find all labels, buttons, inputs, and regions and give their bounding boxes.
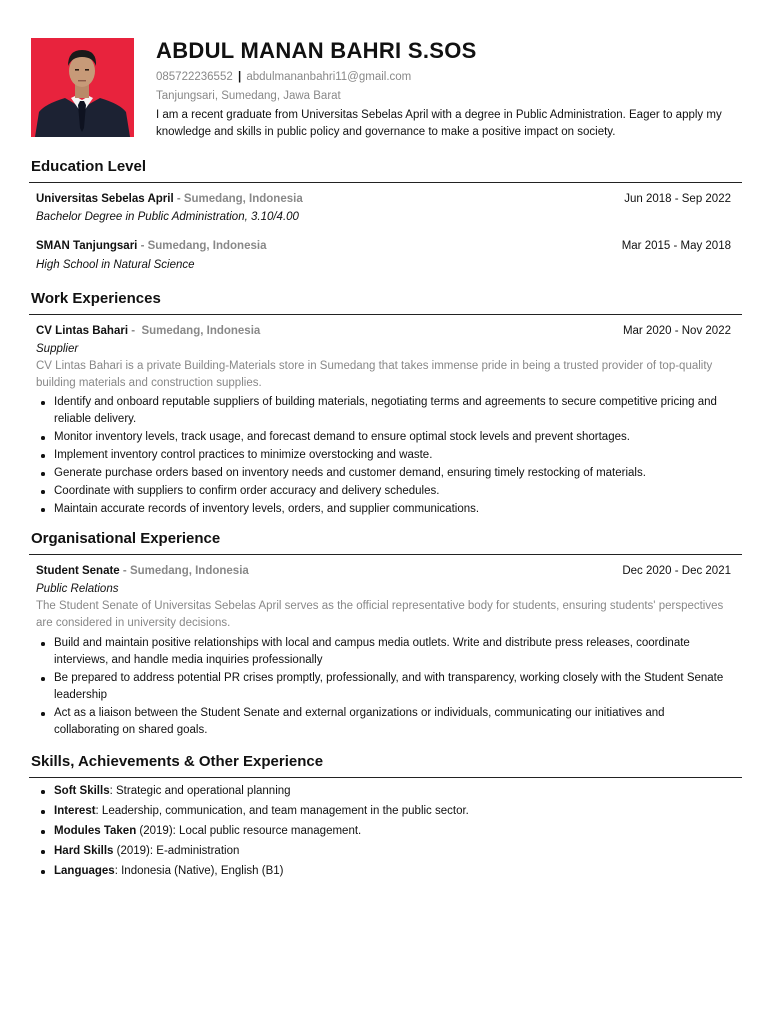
- skill-label: Modules Taken: [54, 825, 137, 837]
- entry-heading: [36, 191, 731, 207]
- entry-date: Jun 2018 - Sep 2022: [624, 193, 731, 205]
- skill-text: (2019): E-administration: [113, 845, 240, 857]
- skill-text: : Strategic and operational planning: [109, 785, 291, 797]
- list-item: Coordinate with suppliers to confirm order accuracy and delivery schedules.: [36, 483, 731, 500]
- list-item: Be prepared to address potential PR crises promptly, professionally, and with transparency, working closely with the Student Senate leadership: [36, 670, 731, 704]
- skill-label: Soft Skills: [54, 785, 110, 797]
- entry-location: - Sumedang, Indonesia: [119, 565, 249, 577]
- entry-location: - Sumedang, Indonesia: [128, 325, 261, 337]
- section-divider: [29, 314, 742, 315]
- entry-organization: SMAN Tanjungsari: [36, 240, 138, 252]
- section-title-skills: Skills, Achievements & Other Experience: [31, 753, 324, 770]
- candidate-name: ABDUL MANAN BAHRI S.SOS: [156, 38, 477, 63]
- entry-subtitle: Bachelor Degree in Public Administration, 3.10/4.00: [36, 211, 299, 223]
- list-item: Build and maintain positive relationships with local and campus media outlets. Write and distribute press releases, coordinate interviews, and handle media inquiries professionally: [36, 635, 731, 669]
- list-item: [36, 823, 742, 840]
- entry-bullet-list: [36, 635, 731, 739]
- entry-subtitle: Supplier: [36, 343, 79, 355]
- section-divider: [29, 182, 742, 183]
- section-divider: [29, 777, 742, 778]
- profile-photo: [31, 38, 134, 137]
- organisational-entry: [29, 563, 742, 739]
- entry-organization: CV Lintas Bahari: [36, 325, 129, 337]
- entry-bullet-list: [36, 394, 731, 518]
- list-item: Act as a liaison between the Student Senate and external organizations or individuals, communicating our initiatives and collaborating on shared goals.: [36, 705, 731, 739]
- profile-summary: I am a recent graduate from Universitas Sebelas April with a degree in Public Administration. Eager to apply my knowledge and skills in public policy and governance to make a positive impact on society.: [156, 109, 722, 138]
- contact-line: [156, 69, 746, 85]
- list-item: Monitor inventory levels, track usage, and forecast demand to ensure optimal stock levels and prevent shortages.: [36, 429, 731, 446]
- entry-location: - Sumedang, Indonesia: [137, 240, 267, 252]
- work-entry: [29, 323, 742, 518]
- phone-number: 085722236552: [156, 71, 233, 83]
- skill-text: : Indonesia (Native), English (B1): [114, 865, 284, 877]
- skill-label: Interest: [54, 805, 96, 817]
- entry-date: Mar 2015 - May 2018: [621, 240, 731, 252]
- entry-organization: Student Senate: [36, 565, 120, 577]
- list-item: Generate purchase orders based on inventory needs and customer demand, ensuring timely restocking of materials.: [36, 465, 731, 482]
- skills-section: [29, 752, 742, 883]
- contact-separator: |: [237, 71, 242, 83]
- entry-heading: [36, 323, 731, 339]
- section-title-work: Work Experiences: [31, 290, 161, 307]
- list-item: Identify and onboard reputable suppliers of building materials, negotiating terms and agreements to secure competitive pricing and reliable delivery.: [36, 394, 731, 428]
- entry-organization: Universitas Sebelas April: [36, 193, 174, 205]
- entry-subtitle: Public Relations: [36, 583, 119, 595]
- entry-description: CV Lintas Bahari is a private Building-Materials store in Sumedang that takes immense pride in being a trusted provider of top-quality building materials and construction supplies.: [36, 360, 713, 389]
- entry-subtitle: High School in Natural Science: [36, 259, 195, 271]
- organisational-section: [29, 529, 742, 740]
- education-section: [29, 157, 742, 274]
- section-title-organisational: Organisational Experience: [31, 530, 221, 547]
- entry-heading: [36, 238, 731, 254]
- education-entry-highschool: [29, 238, 742, 274]
- entry-location: - Sumedang, Indonesia: [173, 193, 303, 205]
- entry-date: Mar 2020 - Nov 2022: [622, 325, 731, 337]
- entry-date: Dec 2020 - Dec 2021: [622, 565, 731, 577]
- entry-description: The Student Senate of Universitas Sebelas April serves as the official representative body for students, ensuring students' perspectives are considered in university decisions.: [36, 600, 724, 629]
- list-item: Maintain accurate records of inventory levels, orders, and supplier communications.: [36, 501, 731, 518]
- list-item: [36, 783, 742, 800]
- list-item: [36, 843, 742, 860]
- list-item: [36, 803, 742, 820]
- section-title-education: Education Level: [31, 158, 147, 175]
- entry-heading: [36, 563, 731, 579]
- resume-header: [156, 38, 746, 141]
- home-address: Tanjungsari, Sumedang, Jawa Barat: [156, 90, 341, 102]
- skill-text: : Leadership, communication, and team management in the public sector.: [95, 805, 469, 817]
- section-divider: [29, 554, 742, 555]
- list-item: [36, 863, 742, 880]
- education-entry-university: [29, 191, 742, 226]
- email-address: abdulmananbahri11@gmail.com: [246, 71, 412, 83]
- skill-text: (2019): Local public resource management.: [136, 825, 362, 837]
- skills-list: [29, 783, 742, 880]
- skill-label: Languages: [54, 865, 115, 877]
- skill-label: Hard Skills: [54, 845, 114, 857]
- work-section: [29, 289, 742, 519]
- list-item: Implement inventory control practices to minimize overstocking and waste.: [36, 447, 731, 464]
